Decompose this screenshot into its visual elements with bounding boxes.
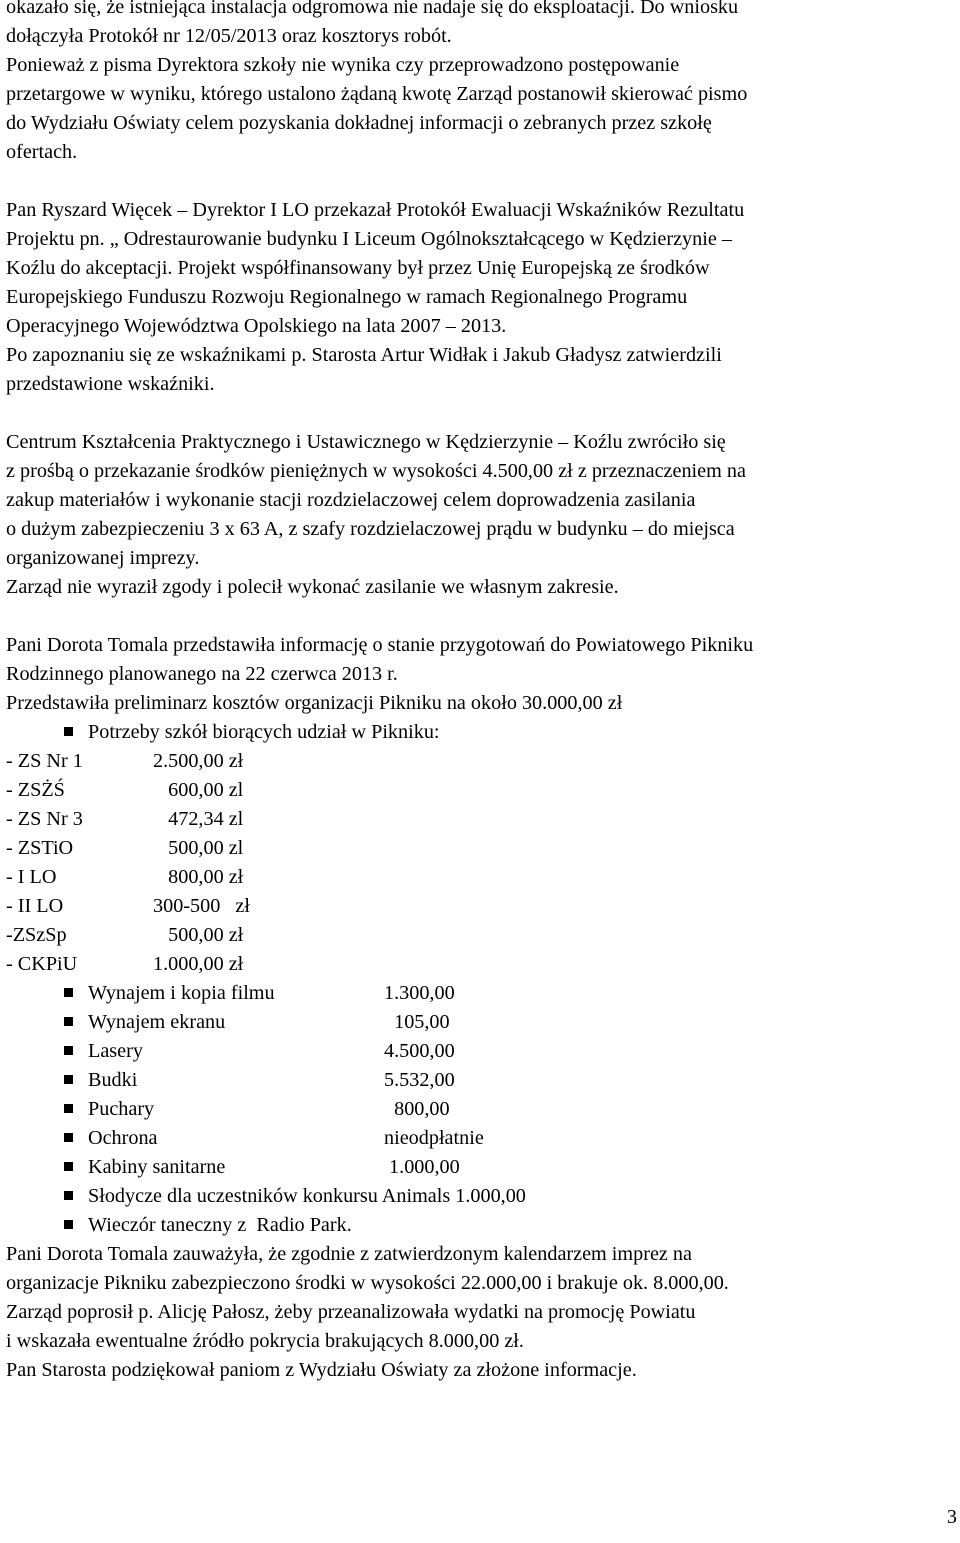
cost-label: Wynajem ekranu xyxy=(88,1011,226,1033)
cost-item xyxy=(6,1153,952,1182)
cost-item xyxy=(6,979,952,1008)
costs-list xyxy=(6,979,952,1240)
cost-label: Wynajem i kopia filmu xyxy=(88,982,275,1004)
text-line: organizacje Pikniku zabezpieczono środki w wysokości 22.000,00 i brakuje ok. 8.000,00. xyxy=(6,1272,729,1294)
square-bullet-icon xyxy=(64,988,73,997)
page-number: 3 xyxy=(946,1506,957,1528)
paragraph-gap xyxy=(6,167,952,196)
text-line: o dużym zabezpieczeniu 3 x 63 A, z szafy rozdzielaczowej prądu w budynku – do miejsca xyxy=(6,518,735,540)
school-amount: 472,34 zl xyxy=(153,808,244,830)
cost-item xyxy=(6,1182,952,1211)
text-line: przetargowe w wyniku, którego ustalono żądaną kwotę Zarząd postanowił skierować pismo xyxy=(6,83,748,105)
paragraph-picnic xyxy=(6,631,952,718)
text-line: organizowanej imprezy. xyxy=(6,547,200,569)
text-line: Pani Dorota Tomala przedstawiła informację o stanie przygotowań do Powiatowego Pikniku xyxy=(6,634,754,656)
text-line: przedstawione wskaźniki. xyxy=(6,373,215,395)
school-amount: 2.500,00 zł xyxy=(153,750,244,772)
square-bullet-icon xyxy=(64,1133,73,1142)
square-bullet-icon xyxy=(64,1220,73,1229)
paragraph-summary xyxy=(6,1240,952,1385)
cost-amount: nieodpłatnie xyxy=(384,1127,484,1149)
school-row xyxy=(6,950,952,979)
school-name: - II LO xyxy=(6,895,64,917)
school-row xyxy=(6,863,952,892)
text-line: Projektu pn. „ Odrestaurowanie budynku I Liceum Ogólnokształcącego w Kędzierzynie – xyxy=(6,228,732,250)
school-amount: 300-500 zł xyxy=(153,895,250,917)
text-line: Ponieważ z pisma Dyrektora szkoły nie wynika czy przeprowadzono postępowanie xyxy=(6,54,680,76)
cost-amount: 1.300,00 xyxy=(384,982,455,1004)
paragraph-gap xyxy=(6,602,952,631)
square-bullet-icon xyxy=(64,727,73,736)
text-line: Przedstawiła preliminarz kosztów organizacji Pikniku na około 30.000,00 zł xyxy=(6,692,623,714)
text-line: Centrum Kształcenia Praktycznego i Ustawicznego w Kędzierzynie – Koźlu zwróciło się xyxy=(6,431,726,453)
school-row xyxy=(6,776,952,805)
cost-label: Słodycze dla uczestników konkursu Animals 1.000,00 xyxy=(88,1185,526,1207)
needs-header-item xyxy=(6,718,952,747)
text-line: Po zapoznaniu się ze wskaźnikami p. Starosta Artur Widłak i Jakub Gładysz zatwierdzili xyxy=(6,344,722,366)
school-amount: 1.000,00 zł xyxy=(153,953,244,975)
text-line: Pan Starosta podziękował paniom z Wydziału Oświaty za złożone informacje. xyxy=(6,1359,637,1381)
document-body xyxy=(6,0,952,1385)
school-name: - ZS Nr 1 xyxy=(6,750,83,772)
cost-amount: 1.000,00 xyxy=(384,1156,460,1178)
needs-header: Potrzeby szkół biorących udział w Pikniku: xyxy=(88,721,440,743)
text-line: dołączyła Protokół nr 12/05/2013 oraz kosztorys robót. xyxy=(6,25,452,47)
text-line: Koźlu do akceptacji. Projekt współfinansowany był przez Unię Europejską ze środków xyxy=(6,257,710,279)
cost-label: Puchary xyxy=(88,1098,155,1120)
text-line: zakup materiałów i wykonanie stacji rozdzielaczowej celem doprowadzenia zasilania xyxy=(6,489,696,511)
text-line: Zarząd nie wyraził zgody i polecił wykonać zasilanie we własnym zakresie. xyxy=(6,576,619,598)
school-name: - ZS Nr 3 xyxy=(6,808,83,830)
cost-item xyxy=(6,1095,952,1124)
schools-list xyxy=(6,747,952,979)
cost-label: Ochrona xyxy=(88,1127,158,1149)
school-name: - ZSŻŚ xyxy=(6,779,65,801)
cost-item xyxy=(6,1037,952,1066)
paragraph-gap xyxy=(6,399,952,428)
school-name: - I LO xyxy=(6,866,57,888)
text-line: Pani Dorota Tomala zauważyła, że zgodnie z zatwierdzonym kalendarzem imprez na xyxy=(6,1243,692,1265)
school-amount: 600,00 zl xyxy=(153,779,244,801)
school-amount: 500,00 zł xyxy=(153,924,244,946)
school-row xyxy=(6,834,952,863)
square-bullet-icon xyxy=(64,1191,73,1200)
cost-item xyxy=(6,1066,952,1095)
cost-amount: 5.532,00 xyxy=(384,1069,455,1091)
text-line: i wskazała ewentualne źródło pokrycia brakujących 8.000,00 zł. xyxy=(6,1330,524,1352)
text-line: z prośbą o przekazanie środków pieniężnych w wysokości 4.500,00 zł z przeznaczeniem na xyxy=(6,460,746,482)
text-line: do Wydziału Oświaty celem pozyskania dokładnej informacji o zebranych przez szkołę xyxy=(6,112,712,134)
cost-label: Budki xyxy=(88,1069,138,1091)
square-bullet-icon xyxy=(64,1017,73,1026)
text-line: Rodzinnego planowanego na 22 czerwca 2013 r. xyxy=(6,663,398,685)
text-line: ofertach. xyxy=(6,141,78,163)
square-bullet-icon xyxy=(64,1075,73,1084)
cost-label: Lasery xyxy=(88,1040,143,1062)
text-line: Pan Ryszard Więcek – Dyrektor I LO przekazał Protokół Ewaluacji Wskaźników Rezultatu xyxy=(6,199,745,221)
text-line: Zarząd poprosił p. Alicję Pałosz, żeby przeanalizowała wydatki na promocję Powiatu xyxy=(6,1301,696,1323)
paragraph-ckpiu-request xyxy=(6,428,952,602)
cost-item xyxy=(6,1211,952,1240)
cost-label: Wieczór taneczny z Radio Park. xyxy=(88,1214,352,1236)
square-bullet-icon xyxy=(64,1104,73,1113)
cost-amount: 105,00 xyxy=(384,1011,450,1033)
paragraph-installation xyxy=(6,0,952,167)
school-row xyxy=(6,747,952,776)
cost-amount: 4.500,00 xyxy=(384,1040,455,1062)
square-bullet-icon xyxy=(64,1162,73,1171)
school-row xyxy=(6,805,952,834)
school-amount: 800,00 zł xyxy=(153,866,244,888)
text-line: okazało się, że istniejąca instalacja odgromowa nie nadaje się do eksploatacji. Do wniosku xyxy=(6,0,739,18)
school-name: - ZSTiO xyxy=(6,837,74,859)
school-name: - CKPiU xyxy=(6,953,78,975)
text-line: Operacyjnego Województwa Opolskiego na lata 2007 – 2013. xyxy=(6,315,507,337)
school-row xyxy=(6,892,952,921)
cost-label: Kabiny sanitarne xyxy=(88,1156,226,1178)
cost-amount: 800,00 xyxy=(384,1098,450,1120)
cost-item xyxy=(6,1124,952,1153)
school-row xyxy=(6,921,952,950)
text-line: Europejskiego Funduszu Rozwoju Regionalnego w ramach Regionalnego Programu xyxy=(6,286,688,308)
paragraph-evaluation xyxy=(6,196,952,399)
school-name: -ZSzSp xyxy=(6,924,67,946)
square-bullet-icon xyxy=(64,1046,73,1055)
cost-item xyxy=(6,1008,952,1037)
school-amount: 500,00 zl xyxy=(153,837,244,859)
